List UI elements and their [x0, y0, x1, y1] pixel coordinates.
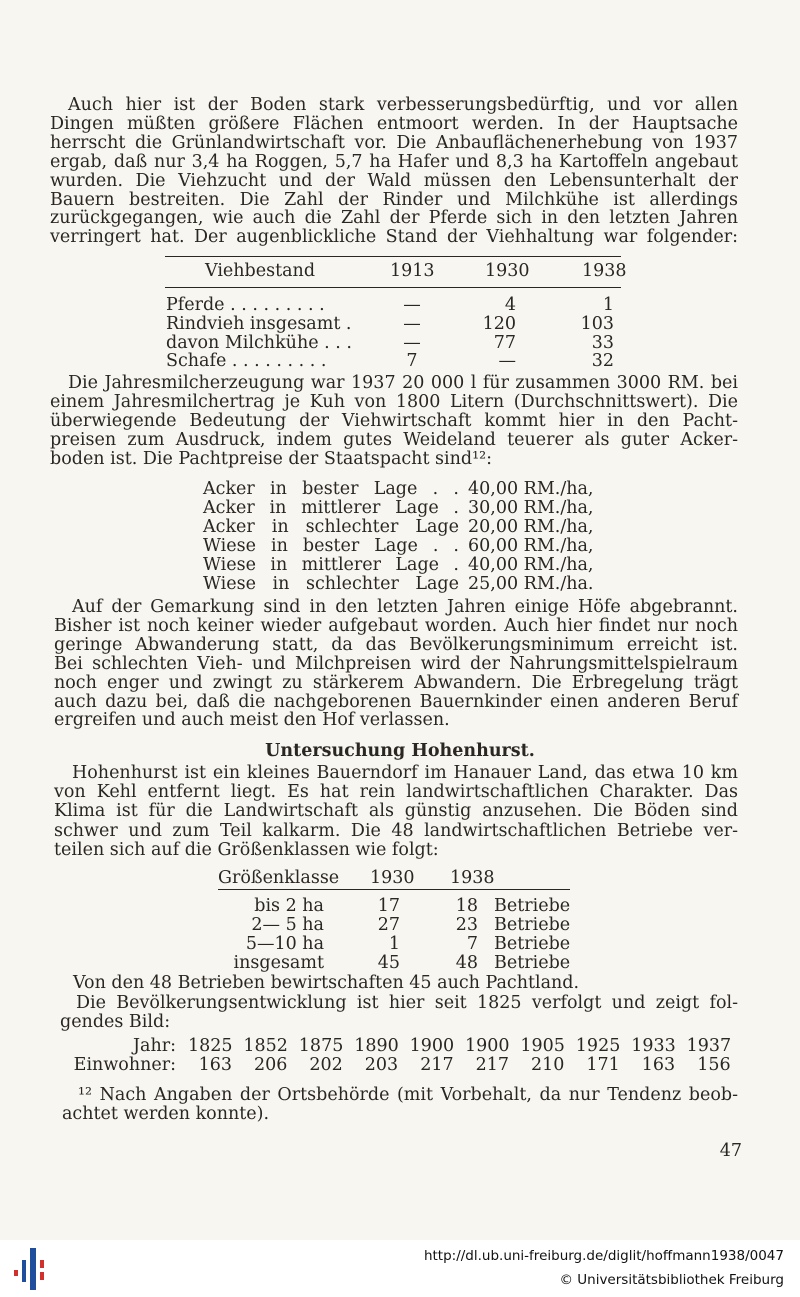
size-class: 2— 5 ha [251, 915, 324, 935]
size-table-rule [218, 889, 570, 890]
intro-line: verringert hat. Der augenblickliche Stand der Viehhaltung war folgender: [50, 227, 738, 248]
population-year: 1875 [298, 1036, 344, 1056]
livestock-cell-1938: 103 [580, 313, 614, 334]
intro-line: herrscht die Grünlandwirtschaft vor. Die Anbauflächenerhebung von 1937 [50, 132, 738, 153]
milk-line: überwiegende Bedeutung der Viehwirtschaft kommt hier in den Pacht- [50, 410, 738, 431]
lease-item: Acker in schlechter Lage [203, 517, 459, 537]
livestock-header-1938: 1938 [582, 261, 627, 281]
lease-price: 30,00 RM./ha, [468, 498, 594, 518]
hohenhurst-line: Hohenhurst ist ein kleines Bauerndorf im Hanauer Land, das etwa 10 km [72, 763, 738, 783]
lease-item: Wiese in mittlerer Lage . [203, 555, 459, 575]
population-count: 203 [364, 1055, 399, 1075]
livestock-cell-1913: — [403, 332, 421, 353]
population-inhabitants-label: Einwohner: [73, 1055, 176, 1075]
lease-price: 40,00 RM./ha, [468, 479, 594, 499]
hohenhurst-line: von Kehl entfernt liegt. Es hat rein landwirtschaftlichen Charakter. Das [54, 782, 738, 803]
livestock-cell-1938: 33 [591, 332, 614, 353]
population-count: 171 [586, 1055, 620, 1075]
intro-line: wurden. Die Viehzucht und der Wald müssen den Lebensunterhalt der [50, 170, 738, 191]
intro-line: ergab, daß nur 3,4 ha Roggen, 5,7 ha Hafer und 8,3 ha Kartoffeln angebaut [50, 151, 738, 172]
livestock-cell-1930: — [498, 351, 516, 372]
livestock-cell-1938: 32 [591, 351, 614, 372]
livestock-row-label: davon Milchkühe . . . [166, 332, 352, 353]
pachtland-line: Von den 48 Betrieben bewirtschaften 45 auch Pachtland. [73, 973, 580, 993]
library-footer [0, 1240, 800, 1297]
milk-line: einem Jahresmilchertrag je Kuh von 1800 Litern (Durchschnittswert). Die [50, 391, 738, 412]
farm-line: ergreifen und auch meist den Hof verlassen. [54, 710, 450, 731]
population-year: 1933 [631, 1036, 676, 1056]
population-count: 163 [641, 1055, 676, 1075]
livestock-row-label: Pferde . . . . . . . . . [166, 295, 325, 315]
lease-price: 40,00 RM./ha, [468, 555, 594, 575]
population-count: 156 [697, 1055, 731, 1075]
size-unit: Betriebe [494, 915, 571, 935]
livestock-row-label: Rindvieh insgesamt . [166, 313, 352, 334]
size-cell-1930: 27 [377, 915, 400, 935]
size-unit: Betriebe [494, 934, 571, 954]
livestock-row-label: Schafe . . . . . . . . . [166, 351, 327, 372]
livestock-cell-1930: 77 [493, 332, 516, 353]
livestock-header-1930: 1930 [485, 261, 530, 281]
livestock-cell-1938: 1 [602, 295, 614, 315]
livestock-cell-1913: — [403, 313, 421, 334]
lease-item: Wiese in bester Lage . . [203, 536, 459, 556]
size-cell-1938: 7 [466, 934, 478, 954]
intro-line: Bauern bestreiten. Die Zahl der Rinder und Milchkühe ist allerdings [50, 189, 738, 210]
size-cell-1938: 18 [455, 896, 478, 916]
size-cell-1930: 1 [388, 934, 400, 954]
hohenhurst-line: schwer und zum Teil kalkarm. Die 48 landwirtschaftlichen Betriebe ver- [54, 820, 738, 841]
size-cell-1930: 17 [377, 896, 400, 916]
intro-line: Auch hier ist der Boden stark verbesserungsbedürftig, und vor allen [68, 95, 738, 115]
farm-line: Bei schlechten Vieh- und Milchpreisen wird der Nahrungsmittelspielraum [54, 653, 738, 674]
hohenhurst-line: teilen sich auf die Größenklassen wie folgt: [54, 839, 439, 860]
milk-line: boden ist. Die Pachtpreise der Staatspacht sind¹²: [50, 448, 493, 469]
population-year: 1905 [520, 1036, 565, 1056]
size-class: 5—10 ha [245, 934, 324, 954]
lease-item: Acker in bester Lage . . [203, 479, 459, 499]
population-count: 202 [309, 1055, 343, 1075]
population-count: 217 [420, 1055, 454, 1075]
intro-line: zurückgegangen, wie auch die Zahl der Pferde sich in den letzten Jahren [50, 208, 738, 229]
livestock-cell-1930: 4 [504, 295, 516, 315]
population-line: Die Bevölkerungsentwicklung ist hier seit 1825 verfolgt und zeigt fol- [76, 993, 738, 1013]
intro-line: Dingen müßten größere Flächen entmoort werden. In der Hauptsache [50, 113, 738, 134]
livestock-cell-1913: 7 [406, 351, 418, 372]
copyright-text: © Universitätsbibliothek Freiburg [559, 1272, 784, 1288]
population-year: 1890 [354, 1036, 399, 1056]
livestock-cell-1930: 120 [482, 313, 516, 334]
size-class: insgesamt [233, 953, 324, 973]
size-cell-1938: 48 [455, 953, 478, 973]
farm-line: Auf der Gemarkung sind in den letzten Jahren einige Höfe abgebrannt. [72, 597, 738, 617]
footnote-line: ¹² Nach Angaben der Ortsbehörde (mit Vorbehalt, da nur Tendenz beob- [78, 1085, 738, 1105]
table-top-rule [165, 256, 621, 257]
lease-item: Wiese in schlechter Lage [203, 574, 459, 594]
milk-line: Die Jahresmilcherzeugung war 1937 20 000 l für zusammen 3000 RM. bei [68, 373, 738, 393]
livestock-cell-1913: — [403, 295, 421, 315]
library-logo-icon [12, 1246, 52, 1292]
population-count: 210 [530, 1055, 565, 1075]
size-unit: Betriebe [494, 896, 571, 916]
population-line: gendes Bild: [60, 1012, 171, 1032]
size-header-label: Größenklasse [218, 868, 340, 888]
table-header-rule [165, 287, 621, 288]
size-header-1930: 1930 [370, 868, 415, 888]
milk-line: preisen zum Ausdruck, indem gutes Weideland teuerer als guter Acker- [50, 429, 738, 450]
section-heading: Untersuchung Hohenhurst. [265, 741, 535, 761]
size-cell-1938: 23 [455, 915, 478, 935]
lease-item: Acker in mittlerer Lage . [203, 498, 459, 518]
farm-line: Bisher ist noch keiner wieder aufgebaut worden. Auch hier findet nur noch [54, 615, 738, 636]
population-year: 1852 [243, 1036, 288, 1056]
population-year-label: Jahr: [133, 1036, 176, 1056]
size-header-1938: 1938 [450, 868, 495, 888]
livestock-header-label: Viehbestand [205, 261, 316, 281]
hohenhurst-line: Klima ist für die Landwirtschaft als günstig anzusehen. Die Böden sind [54, 801, 738, 822]
size-class: bis 2 ha [254, 896, 324, 916]
size-cell-1930: 45 [377, 953, 400, 973]
farm-line: auch dazu bei, daß die nachgeborenen Bauernkinder einen anderen Beruf [54, 691, 738, 712]
lease-price: 60,00 RM./ha, [468, 536, 594, 556]
population-year: 1900 [409, 1036, 455, 1056]
footnote-line: achtet werden konnte). [62, 1104, 270, 1124]
size-unit: Betriebe [494, 953, 571, 973]
farm-line: geringe Abwanderung statt, da das Bevölkerungsminimum erreicht ist. [54, 634, 738, 655]
population-year: 1825 [188, 1036, 233, 1056]
population-year: 1925 [575, 1036, 621, 1056]
farm-line: noch enger und zwingt zu stärkerem Abwandern. Die Erbregelung trägt [54, 672, 738, 693]
population-count: 206 [253, 1055, 288, 1075]
page-number: 47 [719, 1141, 742, 1161]
population-count: 163 [198, 1055, 232, 1075]
permalink-url[interactable]: http://dl.ub.uni-freiburg.de/diglit/hoffmann1938/0047 [423, 1248, 784, 1264]
population-count: 217 [475, 1055, 509, 1075]
lease-price: 20,00 RM./ha, [468, 517, 594, 537]
population-year: 1937 [686, 1036, 732, 1056]
lease-price: 25,00 RM./ha. [468, 574, 594, 594]
population-year: 1900 [465, 1036, 510, 1056]
livestock-header-1913: 1913 [390, 261, 435, 281]
